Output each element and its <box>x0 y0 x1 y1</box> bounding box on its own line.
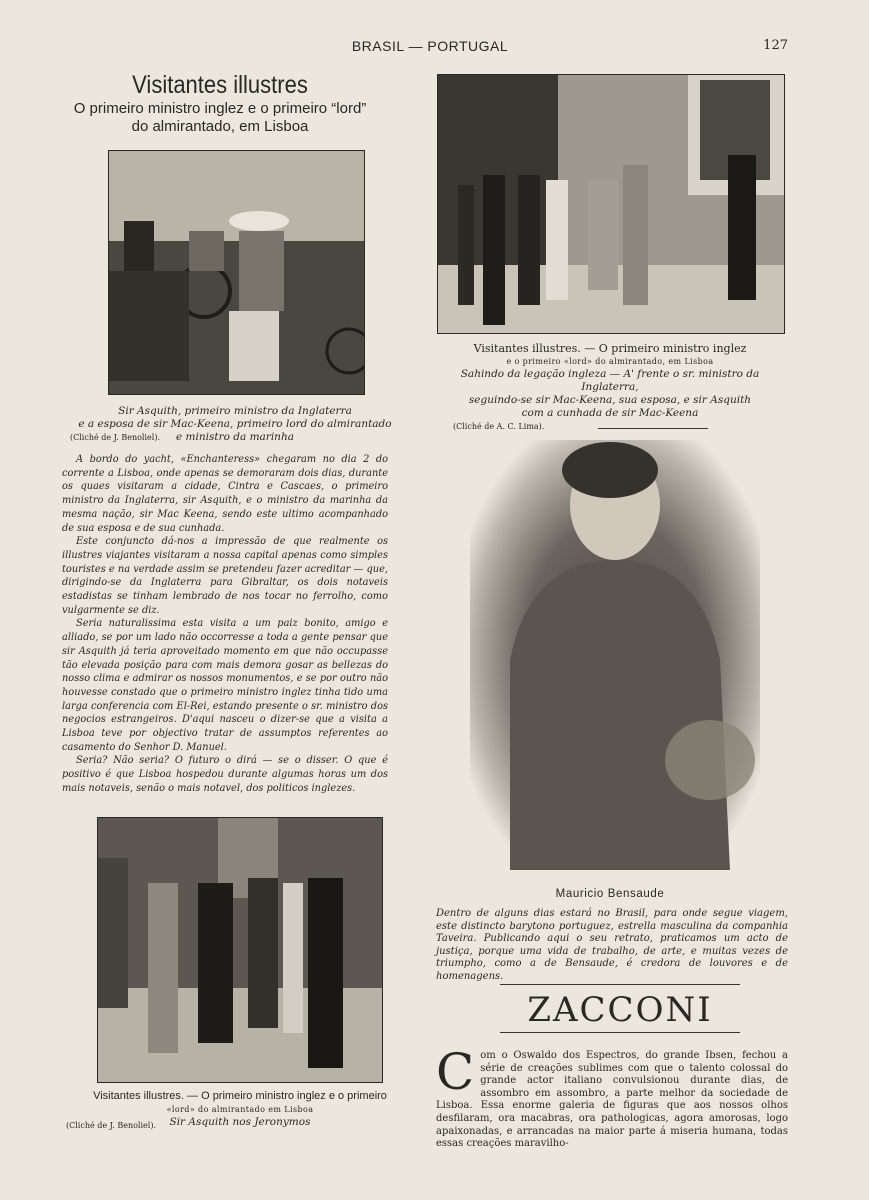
photo3-caption <box>60 1090 420 1132</box>
photo1-credit: (Cliché de J. Benoliel). <box>70 433 160 442</box>
subtitle-line-1: O primeiro ministro inglez e o primeiro “lord” <box>73 100 367 117</box>
page-number: 127 <box>763 38 788 53</box>
photo2-credit: (Cliché de A. C. Lima). <box>453 422 545 431</box>
zacconi-dropcap: C <box>436 1043 475 1101</box>
photo2-caption-line4: seguindo-se sir Mac-Keena, sua esposa, e sir Asquith <box>468 394 752 406</box>
body-paragraph-3: Seria naturalissima esta visita a um paiz bonito, amigo e alliado, se por um lado não occorresse a toda a gente pensar que sir Asquith já teria aproveitado momento em que não occupasse tão elevada posição para com mais demora gosar as bellezas do nosso clima e admirar os nossos monumentos, e se por outro não houvesse constado que o primeiro ministro inglez tinha tido uma larga conferencia com El-Rei, estando presente o sr. ministro dos negocios estrangeiros. D'aqui nasceu o dizer-se que a visita a Lisboa teve por objectivo tratar de assumptos referentes ao casamento do Senhor D. Manuel. <box>62 618 388 753</box>
photo1-caption-line3: e ministro da marinha <box>176 431 294 443</box>
photo3-caption-title: Visitantes illustres. — O primeiro ministro inglez e o primeiro <box>93 1090 387 1102</box>
photo3-credit: (Cliché de J. Benoliel). <box>66 1121 156 1130</box>
subtitle-line-2: do almirantado, em Lisboa <box>131 118 309 135</box>
article-title: Visitantes illustres <box>132 70 308 99</box>
photo1-caption-line1: Sir Asquith, primeiro ministro da Inglaterra <box>118 405 352 417</box>
photo1-caption-line2: e a esposa de sir Mac-Keena, primeiro lord do almirantado <box>78 418 392 430</box>
zacconi-heading: ZACCONI <box>527 990 713 1030</box>
portrait-mauricio-bensaude <box>470 440 760 870</box>
article-body <box>62 453 388 796</box>
photo-legation-exit <box>437 74 785 334</box>
zacconi-rule-bottom <box>500 1032 740 1033</box>
zacconi-rule-top <box>500 984 740 985</box>
photo3-caption-line3: Sir Asquith nos Jeronymos <box>169 1116 311 1128</box>
photo2-caption-line2: e o primeiro «lord» do almirantado, em Lisboa <box>506 357 714 366</box>
zacconi-body <box>436 1043 788 1151</box>
divider-rule <box>598 428 708 429</box>
body-paragraph-2: Este conjuncto dá-nos a impressão de que realmente os illustres viajantes visitaram a nossa capital apenas como simples touristes e na verdade assim se pretendeu fazer acreditar — que, dirigindo-se da Inglaterra para Gibraltar, os dois notaveis estadistas se tinham lembrado de nos tocar no ferrolho, como vulgarmente se diz. <box>62 536 388 616</box>
photo-asquith-carriage <box>108 150 365 395</box>
body-paragraph-4: Seria? Não seria? O futuro o dirá — se o disser. O que é positivo é que Lisboa hospedou durante algumas horas um dos mais notaveis, senão o mais notavel, dos politicos inglezes. <box>62 755 388 794</box>
photo1-caption-line3-row <box>60 431 410 444</box>
photo2-caption-title: Visitantes illustres. — O primeiro ministro inglez <box>473 342 747 355</box>
body-paragraph-1: A bordo do yacht, «Enchanteress» chegaram no dia 2 do corrente a Lisboa, onde apenas se demoraram dois dias, durante os quaes visitaram a cidade, Cintra e Cascaes, o primeiro ministro da Inglaterra, sir Asquith, e o ministro da marinha da mesma nação, sir Mac Keena, sendo este ultimo acompanhado de sua esposa e de sua cunhada. <box>62 454 388 534</box>
photo2-caption-line5: com a cunhada de sir Mac-Keena <box>521 407 699 419</box>
photo1-caption <box>60 405 410 444</box>
photo3-caption-line3-row <box>60 1116 420 1132</box>
running-header: BRASIL — PORTUGAL <box>351 38 509 54</box>
portrait-name: Mauricio Bensaude <box>555 888 665 900</box>
portrait-text: Dentro de alguns dias estará no Brasil, para onde segue viagem, este distincto barytono portuguez, estrella masculina da companhia Taveira. Publicando aqui o seu retrato, praticamos um acto de justiça, porque uma vida de trabalho, de arte, e muitas vezes de triumpho, como a de Bensaude, é credora de louvores e de homenagens. <box>436 908 788 982</box>
photo-jeronymos <box>97 817 383 1083</box>
zacconi-text: om o Oswaldo dos Espectros, do grande Ibsen, fechou a série de creações sublimes com que o talento colossal do grande actor italiano convulsionou durante dias, de assombro em assombro, a parte melhor da sociedade de Lisboa. Essa enorme galeria de figuras que aos nossos olhos desfilaram, ora macabras, ora pathologicas, agora amorosas, logo apaixonadas, e arrancadas na maior parte á miseria humana, todas essas creações maravilho- <box>436 1050 788 1150</box>
photo2-caption-line3: Sahindo da legação ingleza — A' frente o sr. ministro da Inglaterra, <box>460 368 760 393</box>
photo2-caption <box>437 342 783 433</box>
photo3-caption-line2: «lord» do almirantado em Lisboa <box>166 1105 314 1114</box>
article-subtitle <box>40 100 400 136</box>
